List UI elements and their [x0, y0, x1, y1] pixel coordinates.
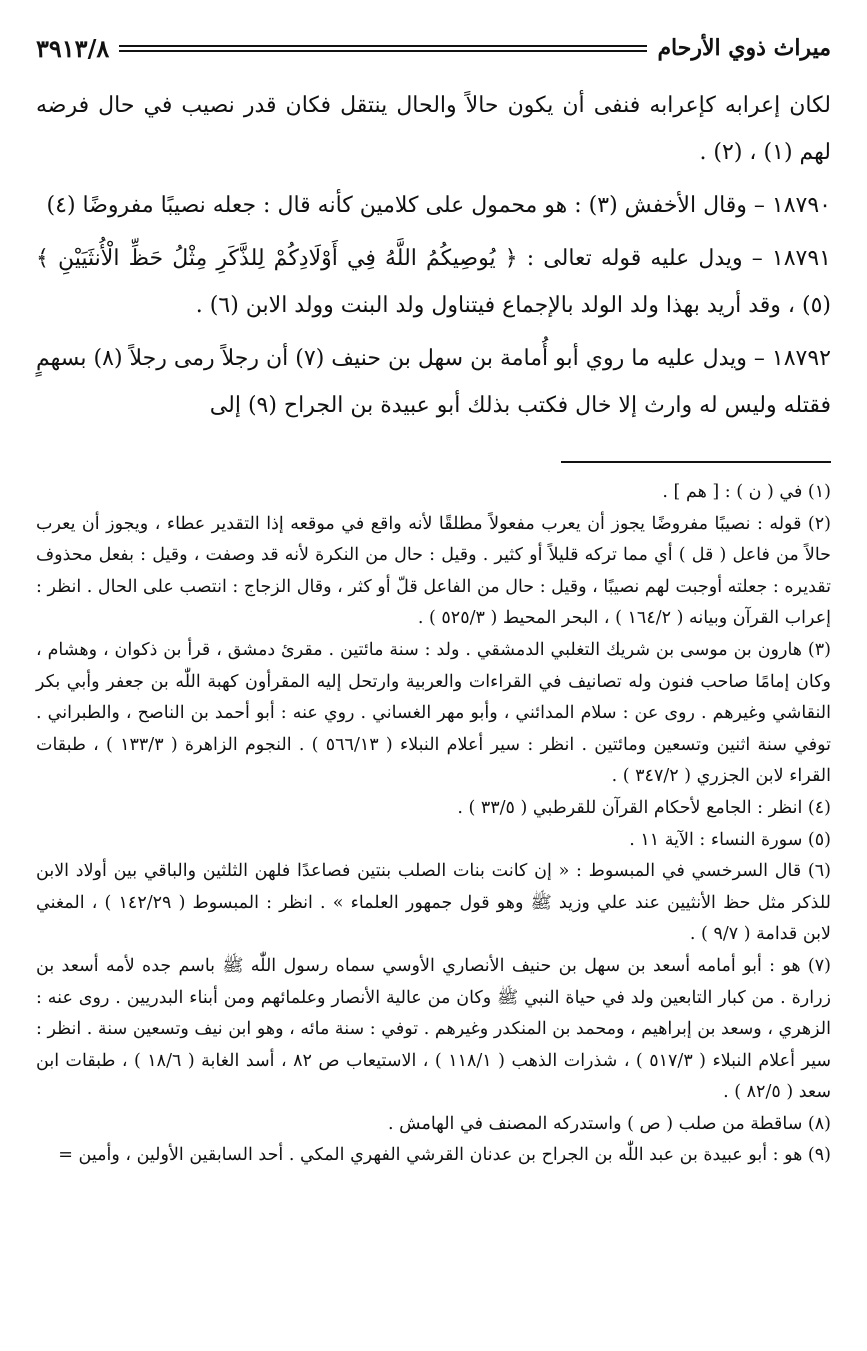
- footnote-separator: [561, 461, 831, 463]
- main-text: [36, 82, 831, 429]
- paragraph-18791: ١٨٧٩١ – ويدل عليه قوله تعالى : ﴿ يُوصِيكُمُ اللَّهُ فِي أَوْلَادِكُمْ لِلذَّكَرِ مِثْلُ حَظِّ الْأُنثَيَيْنِ ﴾ (٥) ، وقد أريد بهذا ولد الولد بالإجماع فيتناول ولد البنت وولد الابن (٦) .: [36, 246, 831, 318]
- paragraph-continuation: لكان إعرابه كإعرابه فنفى أن يكون حالاً والحال ينتقل فكان قدر نصيب في حال فرضه لهم (١) ، (٢) .: [36, 93, 831, 165]
- footnote-5: (٥) سورة النساء : الآية ١١ .: [629, 829, 831, 850]
- running-title: ميراث ذوي الأرحام: [657, 35, 831, 61]
- footnotes: [36, 477, 831, 1172]
- paragraph-18790: ١٨٧٩٠ – وقال الأخفش (٣) : هو محمول على كلامين كأنه قال : جعله نصيبًا مفروضًا (٤): [46, 193, 831, 218]
- footnote-4: (٤) انظر : الجامع لأحكام القرآن للقرطبي ( ٣٣/٥ ) .: [457, 797, 831, 818]
- footnote-3: (٣) هارون بن موسى بن شريك التغلبي الدمشقي . ولد : سنة مائتين . مقرئ دمشق ، قرأ بن ذكوان ، وهشام ، وكان إمامًا صاحب فنون وله تصانيف في القراءات والعربية وارتحل إليه المقرأون كهبة اللّٰه بن جعفر وأبي بكر النقاشي وغيرهم . روى عن : سلام المدائني ، وأبو مهر الغساني . روي عنه : أبو أحمد بن الناصح ، والطبراني . توفي سنة اثنين وتسعين ومائتين . انظر : سير أعلام النبلاء ( ٥٦٦/١٣ ) . النجوم الزاهرة ( ١٣٣/٣ ) ، طبقات القراء لابن الجزري ( ٣٤٧/٢ ) .: [36, 639, 831, 787]
- footnote-6: (٦) قال السرخسي في المبسوط : « إن كانت بنات الصلب بنتين فصاعدًا فلهن الثلثين والباقي بين أولاد الابن للذكر مثل حظ الأنثيين عند علي وزيد ﷺ وهو قول جمهور العلماء » . انظر : المبسوط ( ١٤٢/٢٩ ) ، المغني لابن قدامة ( ٩/٧ ) .: [36, 861, 831, 945]
- header-rule: [119, 45, 647, 52]
- paragraph-18792: ١٨٧٩٢ – ويدل عليه ما روي أبو أُمامة بن سهل بن حنيف (٧) أن رجلاً رمى رجلاً (٨) بسهمٍ فقتله وليس له وارث إلا خال فكتب بذلك أبو عبيدة بن الجراح (٩) إلى: [36, 346, 831, 418]
- running-header: [36, 28, 831, 68]
- footnote-1: (١) في ( ن ) : [ هم ] .: [662, 482, 831, 502]
- page-number: ٣٩١٣/٨: [36, 33, 110, 63]
- footnote-2: (٢) قوله : نصيبًا مفروضًا يجوز أن يعرب مفعولاً مطلقًا لأنه واقع في موقعه إذا التقدير عطاء ، ويجوز أن يعرب حالاً من فاعل ( قل ) أي مما تركه قليلاً أو كثير . وقيل : حال من النكرة لأنه قد وصفت ، وقيل : بفعل محذوف تقديره : جعلته أوجبت لهم نصيبًا ، وقيل : حال من الفاعل قلّ أو كثر ، وقال الزجاج : انتصب على الحال . انظر : إعراب القرآن وبيانه ( ١٦٤/٢ ) ، البحر المحيط ( ٥٢٥/٣ ) .: [36, 513, 831, 629]
- footnote-8: (٨) ساقطة من صلب ( ص ) واستدركه المصنف في الهامش .: [388, 1113, 831, 1134]
- footnote-7: (٧) هو : أبو أمامه أسعد بن سهل بن حنيف الأنصاري الأوسي سماه رسول اللّٰه ﷺ باسم جده لأمه أسعد بن زرارة . من كبار التابعين ولد في حياة النبي ﷺ وكان من عالية الأنصار وعلمائهم ومن أبناء البدريين . روى عنه : الزهري ، وسعد بن إبراهيم ، ومحمد بن المنكدر وغيرهم . توفي : سنة مائه ، وهو ابن نيف وتسعين سنة . انظر : سير أعلام النبلاء ( ٥١٧/٣ ) ، شذرات الذهب ( ١١٨/١ ) ، الاستيعاب ص ٨٢ ، أسد الغابة ( ١٨/٦ ) ، طبقات ابن سعد ( ٨٢/٥ ) .: [36, 955, 832, 1103]
- footnote-9: (٩) هو : أبو عبيدة بن عبد اللّٰه بن الجراح بن عدنان القرشي الفهري المكي . أحد السابقين الأولين ، وأمين =: [58, 1145, 831, 1166]
